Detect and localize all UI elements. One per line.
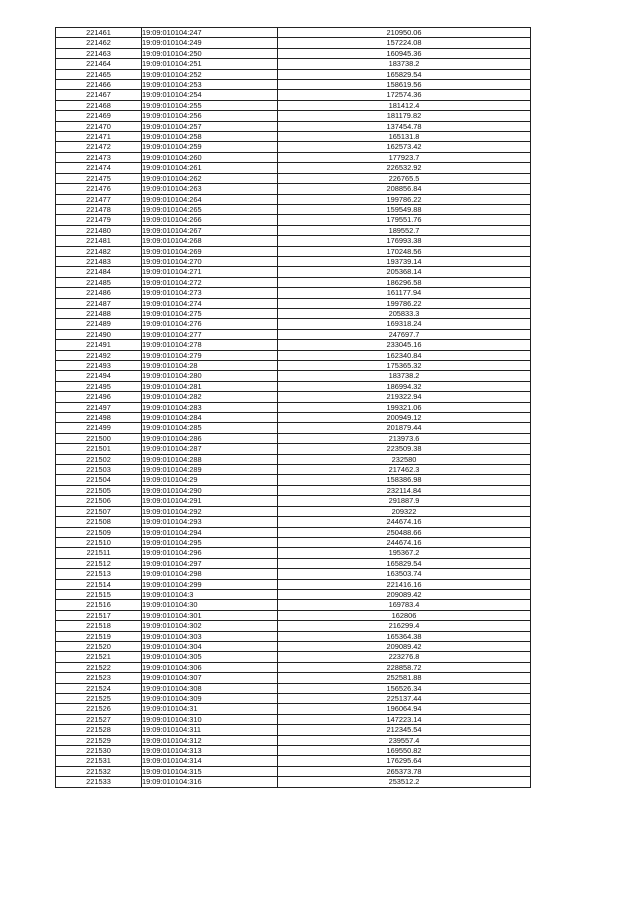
value-cell: 196064.94 [278, 704, 531, 714]
row-id-cell: 221492 [56, 350, 142, 360]
value-cell: 291887.9 [278, 496, 531, 506]
table-row [56, 423, 531, 433]
table-body [56, 28, 531, 788]
table-row [56, 350, 531, 360]
row-id-cell: 221468 [56, 100, 142, 110]
table-row [56, 111, 531, 121]
row-id-cell: 221517 [56, 610, 142, 620]
value-cell: 205368.14 [278, 267, 531, 277]
cadastral-number-cell: 19:09:010104:283 [142, 402, 278, 412]
table-row [56, 319, 531, 329]
cadastral-number-cell: 19:09:010104:278 [142, 340, 278, 350]
table-row [56, 704, 531, 714]
value-cell: 223509.38 [278, 444, 531, 454]
cadastral-number-cell: 19:09:010104:257 [142, 121, 278, 131]
cadastral-number-cell: 19:09:010104:250 [142, 48, 278, 58]
table-row [56, 756, 531, 766]
cadastral-number-cell: 19:09:010104:268 [142, 236, 278, 246]
row-id-cell: 221488 [56, 308, 142, 318]
value-cell: 158619.56 [278, 80, 531, 90]
value-cell: 226765.5 [278, 173, 531, 183]
row-id-cell: 221462 [56, 38, 142, 48]
cadastral-number-cell: 19:09:010104:287 [142, 444, 278, 454]
cadastral-number-cell: 19:09:010104:294 [142, 527, 278, 537]
table-row [56, 683, 531, 693]
table-row [56, 277, 531, 287]
value-cell: 265373.78 [278, 766, 531, 776]
cadastral-number-cell: 19:09:010104:312 [142, 735, 278, 745]
cadastral-number-cell: 19:09:010104:281 [142, 381, 278, 391]
table-row [56, 256, 531, 266]
cadastral-number-cell: 19:09:010104:282 [142, 392, 278, 402]
value-cell: 209089.42 [278, 641, 531, 651]
table-row [56, 28, 531, 38]
cadastral-number-cell: 19:09:010104:271 [142, 267, 278, 277]
row-id-cell: 221513 [56, 569, 142, 579]
value-cell: 169550.82 [278, 746, 531, 756]
table-row [56, 662, 531, 672]
cadastral-number-cell: 19:09:010104:299 [142, 579, 278, 589]
row-id-cell: 221523 [56, 673, 142, 683]
row-id-cell: 221510 [56, 537, 142, 547]
cadastral-number-cell: 19:09:010104:296 [142, 548, 278, 558]
value-cell: 172574.36 [278, 90, 531, 100]
row-id-cell: 221483 [56, 256, 142, 266]
table-row [56, 152, 531, 162]
table-row [56, 100, 531, 110]
value-cell: 244674.16 [278, 517, 531, 527]
row-id-cell: 221465 [56, 69, 142, 79]
value-cell: 209089.42 [278, 589, 531, 599]
cadastral-number-cell: 19:09:010104:265 [142, 204, 278, 214]
table-row [56, 506, 531, 516]
cadastral-number-cell: 19:09:010104:279 [142, 350, 278, 360]
value-cell: 239557.4 [278, 735, 531, 745]
row-id-cell: 221495 [56, 381, 142, 391]
row-id-cell: 221481 [56, 236, 142, 246]
row-id-cell: 221480 [56, 225, 142, 235]
value-cell: 158386.98 [278, 475, 531, 485]
table-row [56, 766, 531, 776]
row-id-cell: 221484 [56, 267, 142, 277]
cadastral-number-cell: 19:09:010104:269 [142, 246, 278, 256]
cadastral-number-cell: 19:09:010104:256 [142, 111, 278, 121]
row-id-cell: 221507 [56, 506, 142, 516]
table-row [56, 485, 531, 495]
row-id-cell: 221485 [56, 277, 142, 287]
row-id-cell: 221470 [56, 121, 142, 131]
value-cell: 165131.8 [278, 132, 531, 142]
cadastral-number-cell: 19:09:010104:310 [142, 714, 278, 724]
cadastral-number-cell: 19:09:010104:247 [142, 28, 278, 38]
table-row [56, 444, 531, 454]
table-row [56, 600, 531, 610]
table-row [56, 465, 531, 475]
cadastral-number-cell: 19:09:010104:249 [142, 38, 278, 48]
row-id-cell: 221511 [56, 548, 142, 558]
value-cell: 205833.3 [278, 308, 531, 318]
value-cell: 162340.84 [278, 350, 531, 360]
value-cell: 189552.7 [278, 225, 531, 235]
row-id-cell: 221499 [56, 423, 142, 433]
row-id-cell: 221502 [56, 454, 142, 464]
row-id-cell: 221489 [56, 319, 142, 329]
table-row [56, 496, 531, 506]
cadastral-number-cell: 19:09:010104:311 [142, 725, 278, 735]
cadastral-number-cell: 19:09:010104:298 [142, 569, 278, 579]
cadastral-number-cell: 19:09:010104:258 [142, 132, 278, 142]
row-id-cell: 221501 [56, 444, 142, 454]
value-cell: 223276.8 [278, 652, 531, 662]
value-cell: 186994.32 [278, 381, 531, 391]
row-id-cell: 221474 [56, 163, 142, 173]
row-id-cell: 221464 [56, 59, 142, 69]
value-cell: 195367.2 [278, 548, 531, 558]
value-cell: 163503.74 [278, 569, 531, 579]
value-cell: 232580 [278, 454, 531, 464]
table-row [56, 246, 531, 256]
table-row [56, 652, 531, 662]
table-row [56, 298, 531, 308]
cadastral-number-cell: 19:09:010104:293 [142, 517, 278, 527]
table-row [56, 454, 531, 464]
table-row [56, 80, 531, 90]
row-id-cell: 221521 [56, 652, 142, 662]
cadastral-number-cell: 19:09:010104:267 [142, 225, 278, 235]
cadastral-number-cell: 19:09:010104:275 [142, 308, 278, 318]
row-id-cell: 221509 [56, 527, 142, 537]
row-id-cell: 221473 [56, 152, 142, 162]
row-id-cell: 221508 [56, 517, 142, 527]
cadastral-number-cell: 19:09:010104:309 [142, 694, 278, 704]
cadastral-number-cell: 19:09:010104:305 [142, 652, 278, 662]
table-row [56, 621, 531, 631]
table-row [56, 132, 531, 142]
value-cell: 209322 [278, 506, 531, 516]
row-id-cell: 221482 [56, 246, 142, 256]
cadastral-number-cell: 19:09:010104:289 [142, 465, 278, 475]
cadastral-number-cell: 19:09:010104:290 [142, 485, 278, 495]
table-row [56, 589, 531, 599]
row-id-cell: 221506 [56, 496, 142, 506]
cadastral-number-cell: 19:09:010104:273 [142, 288, 278, 298]
cadastral-number-cell: 19:09:010104:274 [142, 298, 278, 308]
row-id-cell: 221471 [56, 132, 142, 142]
data-table [55, 27, 531, 788]
value-cell: 193739.14 [278, 256, 531, 266]
row-id-cell: 221476 [56, 184, 142, 194]
cadastral-number-cell: 19:09:010104:313 [142, 746, 278, 756]
cadastral-number-cell: 19:09:010104:276 [142, 319, 278, 329]
value-cell: 176993.38 [278, 236, 531, 246]
table-row [56, 48, 531, 58]
cadastral-number-cell: 19:09:010104:306 [142, 662, 278, 672]
value-cell: 253512.2 [278, 777, 531, 787]
table-row [56, 267, 531, 277]
row-id-cell: 221512 [56, 558, 142, 568]
cadastral-number-cell: 19:09:010104:304 [142, 641, 278, 651]
value-cell: 179551.76 [278, 215, 531, 225]
table-row [56, 38, 531, 48]
value-cell: 250488.66 [278, 527, 531, 537]
row-id-cell: 221479 [56, 215, 142, 225]
table-row [56, 558, 531, 568]
cadastral-number-cell: 19:09:010104:272 [142, 277, 278, 287]
row-id-cell: 221496 [56, 392, 142, 402]
cadastral-number-cell: 19:09:010104:251 [142, 59, 278, 69]
row-id-cell: 221503 [56, 465, 142, 475]
value-cell: 162806 [278, 610, 531, 620]
value-cell: 199786.22 [278, 298, 531, 308]
cadastral-number-cell: 19:09:010104:259 [142, 142, 278, 152]
row-id-cell: 221467 [56, 90, 142, 100]
value-cell: 247697.7 [278, 329, 531, 339]
row-id-cell: 221526 [56, 704, 142, 714]
table-row [56, 777, 531, 787]
row-id-cell: 221531 [56, 756, 142, 766]
table-row [56, 59, 531, 69]
cadastral-number-cell: 19:09:010104:314 [142, 756, 278, 766]
value-cell: 137454.78 [278, 121, 531, 131]
row-id-cell: 221478 [56, 204, 142, 214]
cadastral-number-cell: 19:09:010104:303 [142, 631, 278, 641]
row-id-cell: 221527 [56, 714, 142, 724]
row-id-cell: 221520 [56, 641, 142, 651]
cadastral-number-cell: 19:09:010104:286 [142, 433, 278, 443]
row-id-cell: 221466 [56, 80, 142, 90]
row-id-cell: 221528 [56, 725, 142, 735]
cadastral-number-cell: 19:09:010104:307 [142, 673, 278, 683]
table-row [56, 173, 531, 183]
value-cell: 216299.4 [278, 621, 531, 631]
row-id-cell: 221475 [56, 173, 142, 183]
value-cell: 176295.64 [278, 756, 531, 766]
row-id-cell: 221486 [56, 288, 142, 298]
cadastral-number-cell: 19:09:010104:316 [142, 777, 278, 787]
value-cell: 181179.82 [278, 111, 531, 121]
row-id-cell: 221487 [56, 298, 142, 308]
value-cell: 199786.22 [278, 194, 531, 204]
row-id-cell: 221463 [56, 48, 142, 58]
table-row [56, 673, 531, 683]
value-cell: 186296.58 [278, 277, 531, 287]
value-cell: 210950.06 [278, 28, 531, 38]
cadastral-number-cell: 19:09:010104:266 [142, 215, 278, 225]
table-row [56, 371, 531, 381]
table-row [56, 215, 531, 225]
value-cell: 201879.44 [278, 423, 531, 433]
table-row [56, 194, 531, 204]
table-row [56, 537, 531, 547]
cadastral-number-cell: 19:09:010104:315 [142, 766, 278, 776]
table-row [56, 204, 531, 214]
cadastral-number-cell: 19:09:010104:308 [142, 683, 278, 693]
value-cell: 233045.16 [278, 340, 531, 350]
cadastral-number-cell: 19:09:010104:28 [142, 361, 278, 371]
cadastral-number-cell: 19:09:010104:280 [142, 371, 278, 381]
value-cell: 175365.32 [278, 361, 531, 371]
table-row [56, 402, 531, 412]
table-row [56, 381, 531, 391]
cadastral-number-cell: 19:09:010104:292 [142, 506, 278, 516]
value-cell: 165829.54 [278, 69, 531, 79]
table-row [56, 90, 531, 100]
cadastral-number-cell: 19:09:010104:260 [142, 152, 278, 162]
cadastral-number-cell: 19:09:010104:302 [142, 621, 278, 631]
cadastral-number-cell: 19:09:010104:291 [142, 496, 278, 506]
value-cell: 165829.54 [278, 558, 531, 568]
value-cell: 147223.14 [278, 714, 531, 724]
table-row [56, 413, 531, 423]
value-cell: 160945.36 [278, 48, 531, 58]
row-id-cell: 221461 [56, 28, 142, 38]
value-cell: 169318.24 [278, 319, 531, 329]
row-id-cell: 221514 [56, 579, 142, 589]
row-id-cell: 221532 [56, 766, 142, 776]
cadastral-number-cell: 19:09:010104:3 [142, 589, 278, 599]
cadastral-number-cell: 19:09:010104:264 [142, 194, 278, 204]
row-id-cell: 221519 [56, 631, 142, 641]
value-cell: 170248.56 [278, 246, 531, 256]
value-cell: 212345.54 [278, 725, 531, 735]
row-id-cell: 221493 [56, 361, 142, 371]
table-row [56, 340, 531, 350]
row-id-cell: 221522 [56, 662, 142, 672]
table-row [56, 548, 531, 558]
value-cell: 183738.2 [278, 59, 531, 69]
row-id-cell: 221469 [56, 111, 142, 121]
table-row [56, 288, 531, 298]
cadastral-number-cell: 19:09:010104:270 [142, 256, 278, 266]
table-row [56, 631, 531, 641]
value-cell: 208856.84 [278, 184, 531, 194]
value-cell: 228858.72 [278, 662, 531, 672]
table-row [56, 475, 531, 485]
row-id-cell: 221530 [56, 746, 142, 756]
cadastral-number-cell: 19:09:010104:285 [142, 423, 278, 433]
row-id-cell: 221504 [56, 475, 142, 485]
row-id-cell: 221525 [56, 694, 142, 704]
table-row [56, 714, 531, 724]
cadastral-number-cell: 19:09:010104:254 [142, 90, 278, 100]
value-cell: 181412.4 [278, 100, 531, 110]
row-id-cell: 221491 [56, 340, 142, 350]
cadastral-number-cell: 19:09:010104:277 [142, 329, 278, 339]
row-id-cell: 221515 [56, 589, 142, 599]
value-cell: 200949.12 [278, 413, 531, 423]
table-row [56, 361, 531, 371]
row-id-cell: 221477 [56, 194, 142, 204]
cadastral-number-cell: 19:09:010104:29 [142, 475, 278, 485]
value-cell: 161177.94 [278, 288, 531, 298]
cadastral-number-cell: 19:09:010104:261 [142, 163, 278, 173]
cadastral-number-cell: 19:09:010104:31 [142, 704, 278, 714]
table-row [56, 69, 531, 79]
row-id-cell: 221490 [56, 329, 142, 339]
value-cell: 162573.42 [278, 142, 531, 152]
row-id-cell: 221472 [56, 142, 142, 152]
table-row [56, 225, 531, 235]
cadastral-number-cell: 19:09:010104:252 [142, 69, 278, 79]
row-id-cell: 221529 [56, 735, 142, 745]
cadastral-number-cell: 19:09:010104:297 [142, 558, 278, 568]
table-row [56, 735, 531, 745]
value-cell: 252581.88 [278, 673, 531, 683]
value-cell: 169783.4 [278, 600, 531, 610]
row-id-cell: 221518 [56, 621, 142, 631]
cadastral-number-cell: 19:09:010104:253 [142, 80, 278, 90]
table-row [56, 517, 531, 527]
value-cell: 226532.92 [278, 163, 531, 173]
table-row [56, 184, 531, 194]
cadastral-number-cell: 19:09:010104:288 [142, 454, 278, 464]
row-id-cell: 221500 [56, 433, 142, 443]
table-row [56, 725, 531, 735]
cadastral-number-cell: 19:09:010104:262 [142, 173, 278, 183]
value-cell: 159549.88 [278, 204, 531, 214]
table-row [56, 142, 531, 152]
cadastral-number-cell: 19:09:010104:295 [142, 537, 278, 547]
row-id-cell: 221524 [56, 683, 142, 693]
value-cell: 232114.84 [278, 485, 531, 495]
cadastral-number-cell: 19:09:010104:263 [142, 184, 278, 194]
table-row [56, 569, 531, 579]
table-row [56, 308, 531, 318]
value-cell: 199321.06 [278, 402, 531, 412]
value-cell: 217462.3 [278, 465, 531, 475]
table-row [56, 236, 531, 246]
row-id-cell: 221498 [56, 413, 142, 423]
value-cell: 156526.34 [278, 683, 531, 693]
value-cell: 225137.44 [278, 694, 531, 704]
row-id-cell: 221505 [56, 485, 142, 495]
value-cell: 221416.16 [278, 579, 531, 589]
table-row [56, 641, 531, 651]
table-row [56, 329, 531, 339]
cadastral-number-cell: 19:09:010104:255 [142, 100, 278, 110]
table-row [56, 433, 531, 443]
table-row [56, 694, 531, 704]
row-id-cell: 221494 [56, 371, 142, 381]
table-row [56, 527, 531, 537]
table-row [56, 579, 531, 589]
cadastral-number-cell: 19:09:010104:284 [142, 413, 278, 423]
value-cell: 183738.2 [278, 371, 531, 381]
table-row [56, 610, 531, 620]
cadastral-number-cell: 19:09:010104:301 [142, 610, 278, 620]
row-id-cell: 221516 [56, 600, 142, 610]
table-row [56, 392, 531, 402]
value-cell: 165364.38 [278, 631, 531, 641]
value-cell: 213973.6 [278, 433, 531, 443]
row-id-cell: 221497 [56, 402, 142, 412]
value-cell: 177923.7 [278, 152, 531, 162]
value-cell: 219322.94 [278, 392, 531, 402]
table-row [56, 746, 531, 756]
table-row [56, 163, 531, 173]
value-cell: 157224.08 [278, 38, 531, 48]
value-cell: 244674.16 [278, 537, 531, 547]
cadastral-number-cell: 19:09:010104:30 [142, 600, 278, 610]
row-id-cell: 221533 [56, 777, 142, 787]
table-row [56, 121, 531, 131]
